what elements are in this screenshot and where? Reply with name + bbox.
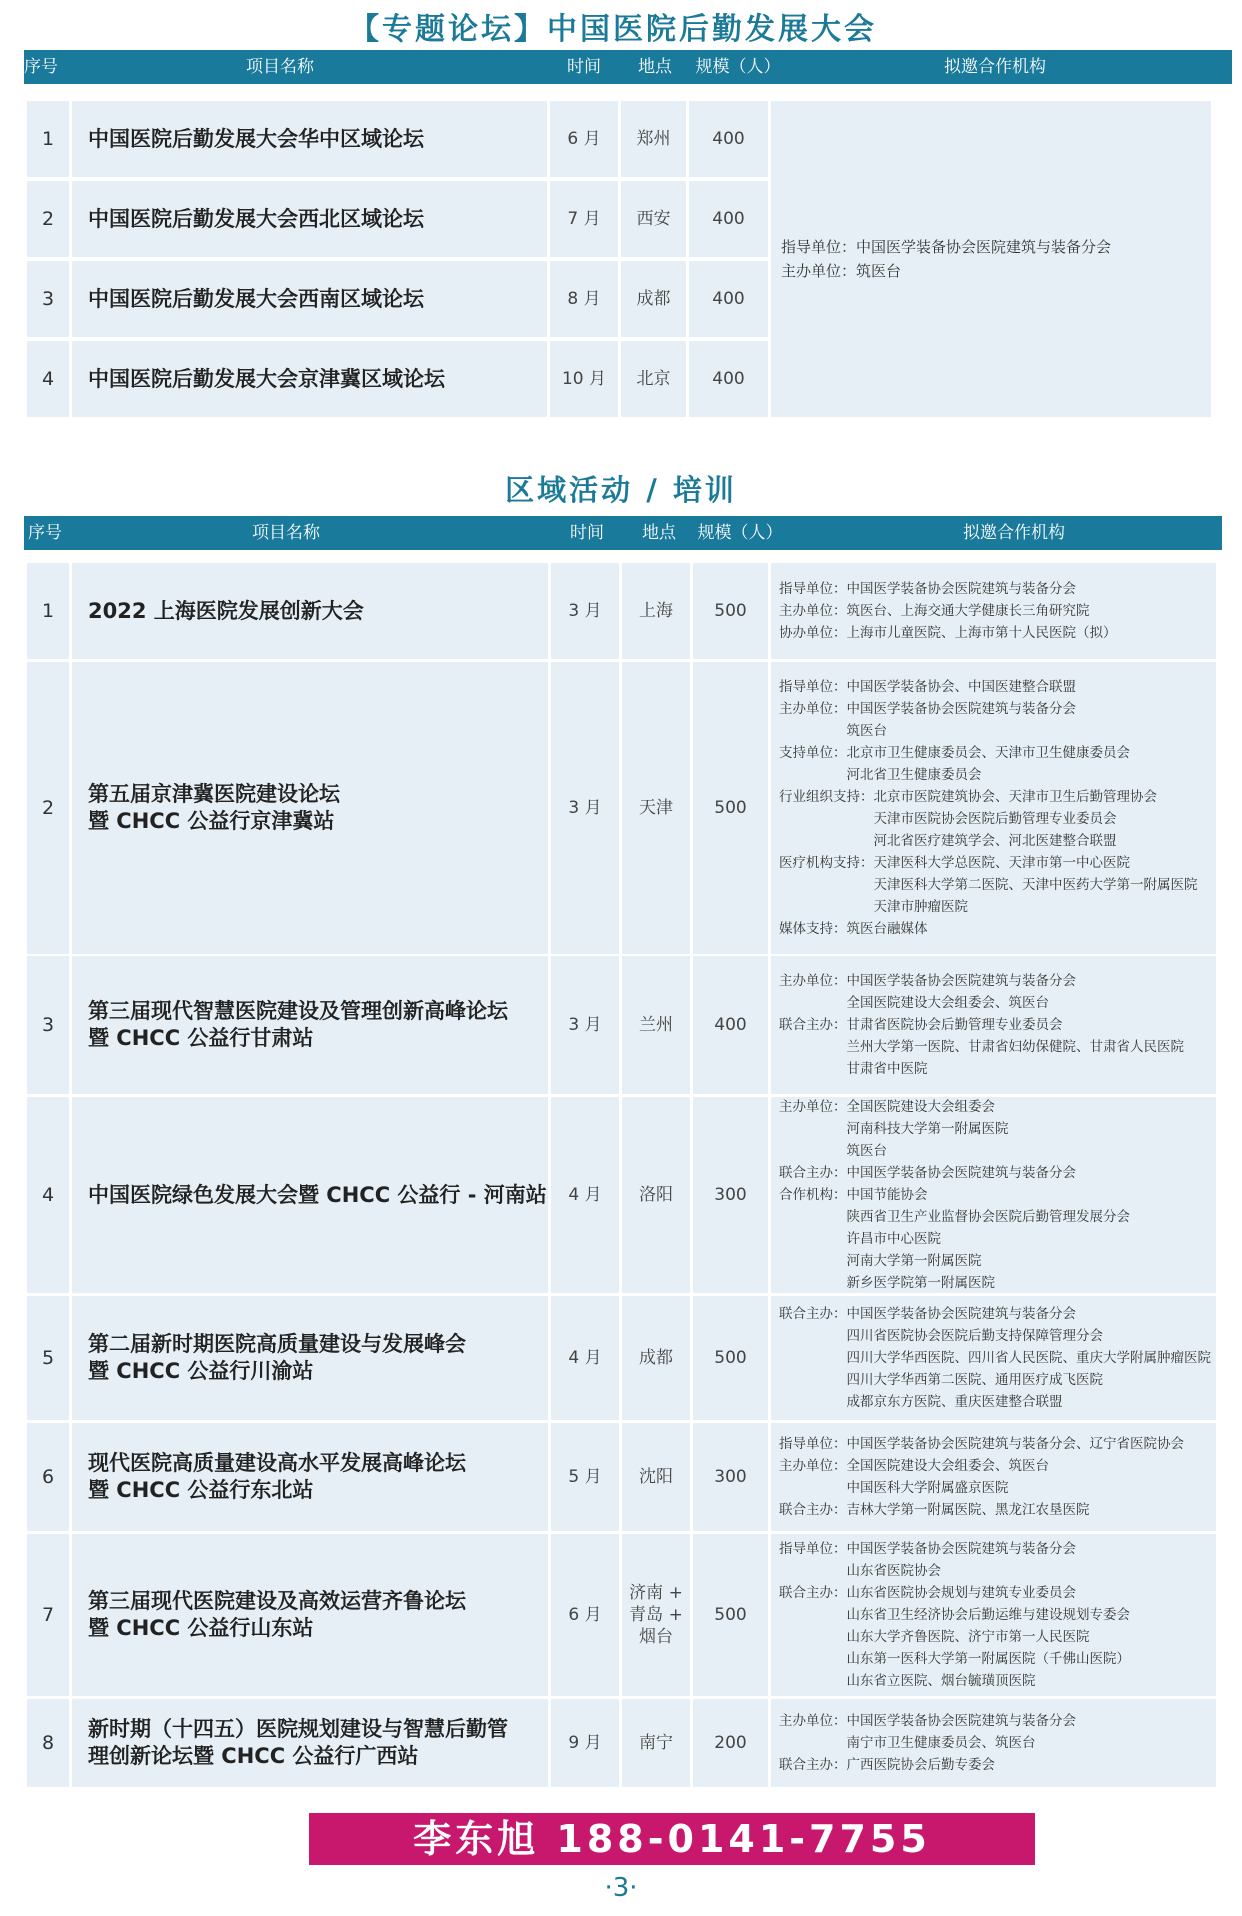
header-orgs: 拟邀合作机构 xyxy=(963,523,1065,543)
row-partner-orgs xyxy=(771,662,1216,954)
org-name: 四川大学华西第二医院、通用医疗成飞医院 xyxy=(846,1372,1103,1388)
org-name: 四川大学华西医院、四川省人民医院、重庆大学附属肿瘤医院 xyxy=(846,1350,1211,1366)
row-place xyxy=(622,1699,690,1787)
org-line xyxy=(781,235,1211,259)
org-role-label: 行业组织支持： xyxy=(779,789,874,805)
time-line: 9 月 xyxy=(568,1733,602,1753)
org-name: 中国医学装备协会医院建筑与装备分会 xyxy=(846,1713,1076,1729)
row-time xyxy=(551,956,619,1094)
org-line xyxy=(779,1710,1216,1754)
org-name: 筑医台融媒体 xyxy=(846,921,928,937)
org-role-label: 联合主办： xyxy=(779,1306,847,1322)
org-name: 成都京东方医院、重庆医建整合联盟 xyxy=(846,1394,1063,1410)
row-scale: 500 xyxy=(693,662,768,954)
org-name: 新乡医学院第一附属医院 xyxy=(846,1275,995,1291)
time-line: 5 月 xyxy=(568,1467,602,1487)
org-line xyxy=(779,600,1216,622)
org-name: 中国医学装备协会医院建筑与装备分会、辽宁省医院协会 xyxy=(846,1436,1184,1452)
row-partner-orgs xyxy=(771,1296,1216,1420)
org-name: 中国医学装备协会医院建筑与装备分会 xyxy=(846,1165,1076,1181)
section2-title: 区域活动 / 培训 xyxy=(505,473,737,507)
row-number: 4 xyxy=(27,1097,69,1293)
row-place xyxy=(622,563,690,659)
org-name: 河北省医疗建筑学会、河北医建整合联盟 xyxy=(873,833,1117,849)
org-role-label: 指导单位： xyxy=(779,679,847,695)
project-name-line: 2022 上海医院发展创新大会 xyxy=(88,598,364,623)
row-project-name xyxy=(72,1296,548,1420)
row-project-name xyxy=(72,956,548,1094)
org-name: 吉林大学第一附属医院、黑龙江农垦医院 xyxy=(846,1502,1090,1518)
page-number: ·3· xyxy=(604,1873,638,1903)
org-line xyxy=(779,578,1216,600)
row-partner-orgs xyxy=(771,1097,1216,1293)
org-name: 中国医学装备协会医院建筑与装备分会 xyxy=(846,973,1076,989)
org-role-label: 主办单位： xyxy=(779,701,847,717)
org-line xyxy=(779,1499,1216,1521)
row-project-name: 中国医院后勤发展大会华中区域论坛 xyxy=(72,101,547,177)
org-name: 山东省立医院、烟台毓璜顶医院 xyxy=(846,1673,1036,1689)
row-scale: 400 xyxy=(693,956,768,1094)
row-number: 4 xyxy=(27,341,69,417)
section1-table-header xyxy=(24,50,1232,84)
org-line xyxy=(779,1582,1216,1692)
place-line: 兰州 xyxy=(639,1015,673,1035)
org-names xyxy=(847,698,1077,742)
org-name: 中国节能协会 xyxy=(846,1187,928,1203)
org-names xyxy=(847,676,1077,698)
section2-table-header xyxy=(24,516,1222,550)
row-place: 北京 xyxy=(621,341,686,417)
org-role-label: 指导单位： xyxy=(781,238,857,256)
org-name: 全国医院建设大会组委会、筑医台 xyxy=(846,995,1049,1011)
row-scale: 500 xyxy=(693,563,768,659)
org-role-label: 指导单位： xyxy=(779,1541,847,1557)
org-name: 中国医学装备协会医院建筑与装备分会 xyxy=(846,1541,1076,1557)
time-line: 3 月 xyxy=(568,601,602,621)
org-role-label: 主办单位： xyxy=(779,1099,847,1115)
row-time xyxy=(551,1534,619,1696)
org-name: 甘肃省中医院 xyxy=(846,1061,928,1077)
org-role-label: 主办单位： xyxy=(779,603,847,619)
org-line xyxy=(779,1538,1216,1582)
org-names xyxy=(847,1582,1131,1692)
org-name: 山东省医院协会规划与建筑专业委员会 xyxy=(846,1585,1076,1601)
org-name: 山东第一医科大学第一附属医院（千佛山医院） xyxy=(846,1651,1130,1667)
org-name: 中国医学装备协会医院建筑与装备分会 xyxy=(846,581,1076,597)
org-line xyxy=(779,1455,1216,1499)
project-name-line: 新时期（十四五）医院规划建设与智慧后勤管 xyxy=(88,1717,508,1741)
org-names xyxy=(847,970,1077,1014)
row-project-name xyxy=(72,1534,548,1696)
org-role-label: 指导单位： xyxy=(779,581,847,597)
org-name: 北京市医院建筑协会、天津市卫生后勤管理协会 xyxy=(873,789,1157,805)
org-name: 中国医学装备协会、中国医建整合联盟 xyxy=(846,679,1076,695)
org-line xyxy=(779,1097,1216,1162)
row-number: 7 xyxy=(27,1534,69,1696)
org-role-label: 指导单位： xyxy=(779,1436,847,1452)
org-name: 上海市儿童医院、上海市第十人民医院（拟） xyxy=(846,625,1117,641)
row-time: 8 月 xyxy=(550,261,618,337)
org-name: 天津医科大学第二医院、天津中医药大学第一附属医院 xyxy=(873,877,1198,893)
org-name: 四川省医院协会医院后勤支持保障管理分会 xyxy=(846,1328,1103,1344)
place-line: 上海 xyxy=(639,601,673,621)
header-orgs: 拟邀合作机构 xyxy=(944,57,1046,77)
org-name: 广西医院协会后勤专委会 xyxy=(846,1757,995,1773)
org-name: 全国医院建设大会组委会、筑医台 xyxy=(846,1458,1049,1474)
org-role-label: 媒体支持： xyxy=(779,921,847,937)
org-role-label: 联合主办： xyxy=(779,1165,847,1181)
row-number: 2 xyxy=(27,181,69,257)
org-name: 天津市医院协会医院后勤管理专业委员会 xyxy=(873,811,1117,827)
org-names xyxy=(847,1162,1077,1184)
row-scale: 200 xyxy=(693,1699,768,1787)
project-name-line: 第三届现代医院建设及高效运营齐鲁论坛 xyxy=(88,1589,466,1613)
row-place xyxy=(622,956,690,1094)
org-name: 天津医科大学总医院、天津市第一中心医院 xyxy=(873,855,1130,871)
time-line: 6 月 xyxy=(568,1605,602,1625)
row-project-name xyxy=(72,1423,548,1531)
time-line: 3 月 xyxy=(568,798,602,818)
org-names xyxy=(847,1097,1009,1162)
org-names xyxy=(847,1303,1212,1413)
org-line xyxy=(779,1014,1216,1080)
org-role-label: 主办单位： xyxy=(779,1713,847,1729)
header-scale: 规模（人） xyxy=(695,57,781,77)
org-name: 北京市卫生健康委员会、天津市卫生健康委员会 xyxy=(846,745,1130,761)
row-time xyxy=(551,1296,619,1420)
project-name-line: 暨 CHCC 公益行川渝站 xyxy=(88,1359,314,1383)
org-line xyxy=(779,742,1216,786)
row-place: 郑州 xyxy=(621,101,686,177)
org-line xyxy=(779,970,1216,1014)
section1-partner-orgs xyxy=(771,101,1211,417)
org-name: 筑医台 xyxy=(846,723,887,739)
org-name: 天津市肿瘤医院 xyxy=(873,899,968,915)
org-name: 兰州大学第一医院、甘肃省妇幼保健院、甘肃省人民医院 xyxy=(846,1039,1184,1055)
org-name: 河南大学第一附属医院 xyxy=(846,1253,982,1269)
row-partner-orgs xyxy=(771,563,1216,659)
project-name-line: 暨 CHCC 公益行京津冀站 xyxy=(88,809,335,833)
row-partner-orgs xyxy=(771,956,1216,1094)
org-names xyxy=(847,1710,1077,1754)
org-name: 南宁市卫生健康委员会、筑医台 xyxy=(846,1735,1036,1751)
org-line xyxy=(779,852,1216,918)
row-partner-orgs xyxy=(771,1699,1216,1787)
org-names xyxy=(847,622,1117,644)
row-time xyxy=(551,1097,619,1293)
org-line xyxy=(779,698,1216,742)
header-time: 时间 xyxy=(567,57,601,77)
row-project-name xyxy=(72,1699,548,1787)
org-line xyxy=(779,676,1216,698)
project-name-line: 第二届新时期医院高质量建设与发展峰会 xyxy=(88,1332,466,1356)
header-scale: 规模（人） xyxy=(697,523,783,543)
place-line: 南宁 xyxy=(639,1733,673,1753)
header-time: 时间 xyxy=(570,523,604,543)
place-line: 洛阳 xyxy=(639,1185,673,1205)
org-role-label: 主办单位： xyxy=(779,973,847,989)
org-role-label: 联合主办： xyxy=(779,1017,847,1033)
org-names xyxy=(856,259,901,283)
row-project-name xyxy=(72,1097,548,1293)
row-place xyxy=(622,1534,690,1696)
row-number: 2 xyxy=(27,662,69,954)
row-time xyxy=(551,1423,619,1531)
row-place xyxy=(622,1097,690,1293)
org-names xyxy=(847,918,928,940)
row-number: 1 xyxy=(27,101,69,177)
org-name: 筑医台 xyxy=(856,262,902,280)
row-number: 3 xyxy=(27,261,69,337)
org-name: 中国医学装备协会医院建筑与装备分会 xyxy=(846,701,1076,717)
header-name: 项目名称 xyxy=(246,57,314,77)
org-role-label: 协办单位： xyxy=(779,625,847,641)
org-name: 中国医学装备协会医院建筑与装备分会 xyxy=(846,1306,1076,1322)
org-role-label: 联合主办： xyxy=(779,1585,847,1601)
org-role-label: 联合主办： xyxy=(779,1502,847,1518)
row-scale: 300 xyxy=(693,1097,768,1293)
row-project-name xyxy=(72,662,548,954)
org-name: 甘肃省医院协会后勤管理专业委员会 xyxy=(846,1017,1063,1033)
project-name-line: 中国医院绿色发展大会暨 CHCC 公益行 - 河南站 xyxy=(88,1182,547,1207)
header-no: 序号 xyxy=(28,523,62,543)
header-place: 地点 xyxy=(642,523,676,543)
header-no: 序号 xyxy=(24,57,58,77)
row-number: 5 xyxy=(27,1296,69,1420)
row-number: 8 xyxy=(27,1699,69,1787)
project-name-line: 暨 CHCC 公益行甘肃站 xyxy=(88,1026,314,1050)
row-project-name: 中国医院后勤发展大会西南区域论坛 xyxy=(72,261,547,337)
place-line: 济南 + xyxy=(629,1583,683,1603)
org-role-label: 合作机构： xyxy=(779,1187,847,1203)
org-line xyxy=(779,918,1216,940)
org-line xyxy=(779,1433,1216,1455)
header-place: 地点 xyxy=(638,57,672,77)
row-scale: 400 xyxy=(689,341,768,417)
project-name-line: 暨 CHCC 公益行东北站 xyxy=(88,1478,314,1502)
org-line xyxy=(779,1184,1216,1293)
org-names xyxy=(847,578,1077,600)
org-name: 许昌市中心医院 xyxy=(846,1231,941,1247)
place-line: 烟台 xyxy=(639,1627,673,1647)
org-names xyxy=(856,235,1111,259)
org-name: 河南科技大学第一附属医院 xyxy=(846,1121,1009,1137)
org-line xyxy=(779,1303,1216,1413)
org-name: 全国医院建设大会组委会 xyxy=(846,1099,995,1115)
org-role-label: 支持单位： xyxy=(779,745,847,761)
org-names xyxy=(847,1014,1185,1080)
row-project-name: 中国医院后勤发展大会西北区域论坛 xyxy=(72,181,547,257)
row-partner-orgs xyxy=(771,1534,1216,1696)
place-line: 成都 xyxy=(639,1348,673,1368)
org-line xyxy=(779,786,1216,852)
header-name: 项目名称 xyxy=(252,523,320,543)
project-name-line: 第五届京津冀医院建设论坛 xyxy=(88,782,340,806)
place-line: 青岛 + xyxy=(629,1605,683,1625)
place-line: 沈阳 xyxy=(639,1467,673,1487)
row-scale: 500 xyxy=(693,1296,768,1420)
org-names xyxy=(847,1538,1077,1582)
org-name: 河北省卫生健康委员会 xyxy=(846,767,982,783)
org-names xyxy=(847,600,1090,622)
row-scale: 400 xyxy=(689,181,768,257)
org-role-label: 联合主办： xyxy=(779,1757,847,1773)
org-name: 山东省卫生经济协会后勤运维与建设规划专委会 xyxy=(846,1607,1130,1623)
section1-title: 【专题论坛】中国医院后勤发展大会 xyxy=(349,12,877,47)
time-line: 4 月 xyxy=(568,1348,602,1368)
org-names xyxy=(847,1754,996,1776)
row-project-name xyxy=(72,563,548,659)
row-time: 6 月 xyxy=(550,101,618,177)
row-time xyxy=(551,563,619,659)
org-role-label: 主办单位： xyxy=(779,1458,847,1474)
org-name: 筑医台、上海交通大学健康长三角研究院 xyxy=(846,603,1090,619)
time-line: 4 月 xyxy=(568,1185,602,1205)
row-number: 1 xyxy=(27,563,69,659)
row-number: 6 xyxy=(27,1423,69,1531)
org-names xyxy=(874,852,1198,918)
project-name-line: 第三届现代智慧医院建设及管理创新高峰论坛 xyxy=(88,999,508,1023)
row-place xyxy=(622,662,690,954)
org-names xyxy=(847,1433,1185,1455)
row-project-name: 中国医院后勤发展大会京津冀区域论坛 xyxy=(72,341,547,417)
row-time: 7 月 xyxy=(550,181,618,257)
contact-banner: 李东旭 188-0141-7755 xyxy=(309,1813,1035,1865)
org-line xyxy=(779,1754,1216,1776)
org-name: 山东大学齐鲁医院、济宁市第一人民医院 xyxy=(846,1629,1090,1645)
org-line xyxy=(779,622,1216,644)
row-place: 成都 xyxy=(621,261,686,337)
org-name: 陕西省卫生产业监督协会医院后勤管理发展分会 xyxy=(846,1209,1130,1225)
row-place: 西安 xyxy=(621,181,686,257)
row-place xyxy=(622,1423,690,1531)
org-names xyxy=(847,1499,1090,1521)
org-line xyxy=(779,1162,1216,1184)
row-scale: 500 xyxy=(693,1534,768,1696)
org-name: 山东省医院协会 xyxy=(846,1563,941,1579)
org-role-label: 医疗机构支持： xyxy=(779,855,874,871)
org-names xyxy=(847,742,1131,786)
row-place xyxy=(622,1296,690,1420)
row-scale: 400 xyxy=(689,261,768,337)
org-name: 中国医科大学附属盛京医院 xyxy=(846,1480,1009,1496)
project-name-line: 现代医院高质量建设高水平发展高峰论坛 xyxy=(88,1451,466,1475)
place-line: 天津 xyxy=(639,798,673,818)
row-time xyxy=(551,1699,619,1787)
time-line: 3 月 xyxy=(568,1015,602,1035)
row-partner-orgs xyxy=(771,1423,1216,1531)
row-scale: 300 xyxy=(693,1423,768,1531)
org-role-label: 主办单位： xyxy=(781,262,857,280)
row-time: 10 月 xyxy=(550,341,618,417)
org-line xyxy=(781,259,1211,283)
project-name-line: 暨 CHCC 公益行山东站 xyxy=(88,1616,314,1640)
row-number: 3 xyxy=(27,956,69,1094)
org-names xyxy=(847,1455,1050,1499)
org-names xyxy=(874,786,1158,852)
org-names xyxy=(847,1184,1131,1293)
org-name: 筑医台 xyxy=(846,1143,887,1159)
project-name-line: 理创新论坛暨 CHCC 公益行广西站 xyxy=(88,1744,419,1768)
org-name: 中国医学装备协会医院建筑与装备分会 xyxy=(856,238,1112,256)
row-time xyxy=(551,662,619,954)
row-scale: 400 xyxy=(689,101,768,177)
